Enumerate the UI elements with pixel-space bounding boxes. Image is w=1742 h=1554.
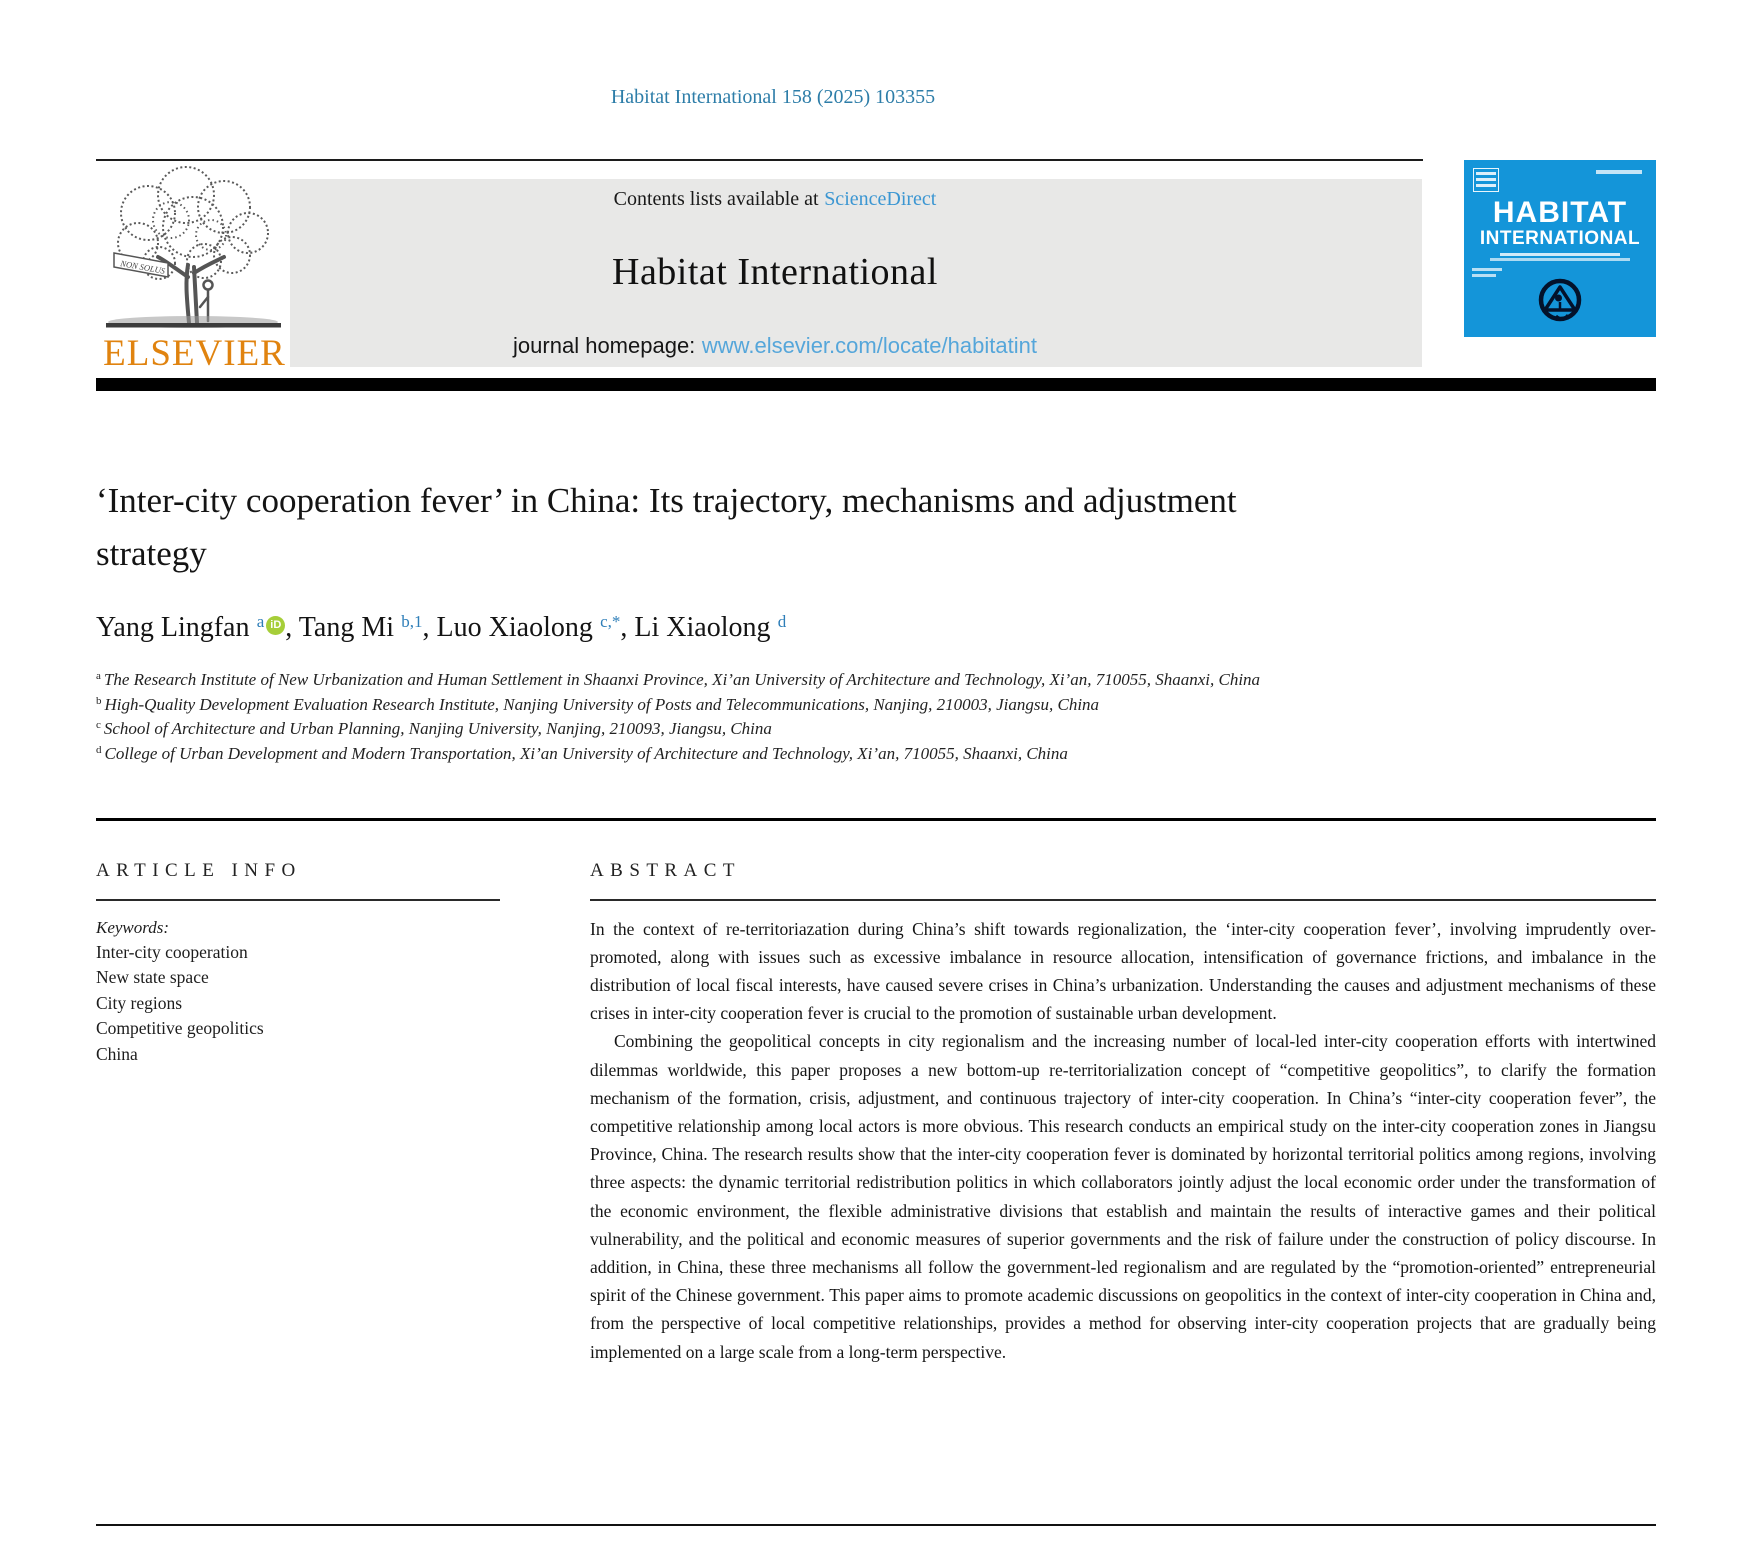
journal-name: Habitat International: [612, 251, 938, 293]
author-affiliation-superscript: c,*: [595, 612, 621, 631]
contents-line: [614, 188, 937, 211]
affiliation-list: [96, 668, 1441, 766]
author-list: Yang Lingfan $^a$ iD , Tang Mi $^{b,1}$, Luo Xiaolong $^{c,*}$, Li Xiaolong $^d$: [96, 612, 787, 643]
contents-line-prefix: Contents lists available at: [613, 188, 819, 210]
keywords-label: Keywords:: [96, 917, 170, 937]
journal-citation: Habitat International 158 (2025) 103355: [610, 86, 936, 108]
journal-cover-thumbnail[interactable]: [1464, 160, 1656, 337]
cover-issn-text: [1596, 170, 1642, 174]
author-name: Yang Lingfan: [96, 612, 250, 643]
abstract-rule: [590, 899, 1656, 901]
abstract-paragraph: In the context of re-territoriazation during China’s shift towards regionalization, the ‘inter-city cooperation fever’, involving imprudently over-promoted, along with issues such as excessive imbalance in resource allocation, intensification of governance frictions, and imbalance in the distribution of local fiscal interests, have caused severe crises in China’s urbanization. Understanding the causes and adjustment mechanisms of these crises in inter-city cooperation fever is crucial to the promotion of sustainable urban development.: [590, 918, 1656, 1024]
orcid-icon[interactable]: iD: [266, 616, 285, 635]
keyword-list: [96, 940, 500, 1068]
affiliation: [96, 693, 1441, 718]
homepage-label: journal homepage:: [513, 333, 696, 358]
author-affiliation-superscript: d: [773, 612, 787, 631]
abstract-heading: ABSTRACT: [590, 860, 741, 881]
affiliation-text: High-Quality Development Evaluation Research Institute, Nanjing University of Posts and Telecommunications, Nanjing, 210003, Jiangsu, China: [104, 694, 1100, 714]
author-name: Li Xiaolong: [634, 612, 771, 643]
keyword-item: City regions: [96, 992, 183, 1013]
keyword-item: Inter-city cooperation: [96, 941, 248, 962]
author-affiliation-superscript: a: [252, 612, 265, 631]
article-title: ‘Inter-city cooperation fever’ in China: Its trajectory, mechanisms and adjustment strategy: [96, 481, 1237, 573]
sciencedirect-link[interactable]: ScienceDirect: [824, 188, 937, 210]
cover-tagline: [1500, 253, 1620, 256]
author-affiliation-superscript: b,1: [397, 612, 423, 631]
page-bottom-rule: [96, 1524, 1656, 1526]
abstract-paragraph: Combining the geopolitical concepts in city regionalism and the increasing number of local-led inter-city cooperation efforts with intertwined dilemmas worldwide, this paper proposes a new bottom-up re-territorialization concept of “competitive geopolitics”, to clarify the formation mechanism of the formation, crisis, adjustment, and continuous trajectory of inter-city cooperation. In China’s “inter-city cooperation fever”, the competitive relationship among local actors is more obvious. This research conducts an empirical study on the inter-city cooperation zones in Jiangsu Province, China. The research results show that the inter-city cooperation fever is dominated by horizontal territorial politics among regions, involving three aspects: the dynamic territorial redistribution politics in which collaborators jointly adjust the local economic order under the transformation of the economic environment, the flexible administrative divisions that establish and maintain the results of interactive games and their political vulnerability, and the political and economic measures of superior governments and the risk of failure under the construction of policy discourse. In addition, in China, these three mechanisms all follow the government-led regionalism and are regulated by the “promotion-oriented” entrepreneurial spirit of the Chinese government. This paper aims to promote academic discussions on geopolitics in the context of inter-city cooperation in China and, from the perspective of local competitive relationships, provides a method for observing inter-city cooperation projects that are gradually being implemented on a large scale from a long-term perspective.: [590, 1031, 1656, 1362]
cover-publisher-logo: [1473, 168, 1499, 192]
habitat-emblem-icon: [1535, 276, 1585, 328]
journal-banner: [290, 179, 1422, 367]
affiliation-text: College of Urban Development and Modern Transportation, Xi’an University of Architecture and Technology, Xi’an, 710055, Shaanxi, China: [104, 743, 1068, 763]
affiliation: [96, 668, 1441, 693]
section-divider-rule: [96, 818, 1656, 821]
header-divider-bar: [96, 378, 1656, 391]
affiliation-superscript: d: [96, 743, 102, 756]
author-name: Tang Mi: [298, 612, 395, 643]
affiliation-superscript: b: [96, 694, 102, 707]
elsevier-logo: [96, 165, 296, 374]
homepage-line: [513, 333, 1037, 359]
affiliation-superscript: c: [96, 719, 101, 731]
cover-tagline: [1490, 258, 1630, 261]
keyword-item: New state space: [96, 967, 209, 987]
keyword-item: China: [96, 1043, 138, 1064]
article-info-section: [96, 860, 500, 1067]
article-info-rule: [96, 899, 500, 901]
affiliation-text: School of Architecture and Urban Planning, Nanjing University, Nanjing, 210093, Jiangsu, China: [103, 719, 772, 738]
cover-title-line1: HABITAT: [1492, 196, 1628, 229]
elsevier-tree-icon: [96, 165, 291, 333]
keyword-item: Competitive geopolitics: [96, 1018, 264, 1038]
header-top-rule: [96, 159, 1423, 161]
elsevier-motto: NON SOLUS: [119, 258, 166, 276]
abstract-body: [590, 915, 1656, 1366]
cover-title-line2: INTERNATIONAL: [1479, 228, 1641, 249]
abstract-section: [590, 860, 1656, 1366]
affiliation: [96, 742, 1441, 767]
author-name: Luo Xiaolong: [436, 612, 593, 643]
article-info-heading: ARTICLE INFO: [96, 860, 302, 881]
affiliation-text: The Research Institute of New Urbanization and Human Settlement in Shaanxi Province, Xi’an University of Architecture and Technology, Xi’an, 710055, Shaanxi, China: [103, 670, 1261, 689]
affiliation-superscript: a: [96, 670, 101, 682]
elsevier-wordmark: ELSEVIER: [103, 333, 286, 374]
affiliation: [96, 717, 1441, 742]
cover-editor-text: [1472, 274, 1496, 277]
cover-editor-text: [1472, 268, 1502, 271]
homepage-url-link[interactable]: www.elsevier.com/locate/habitatint: [701, 333, 1037, 358]
